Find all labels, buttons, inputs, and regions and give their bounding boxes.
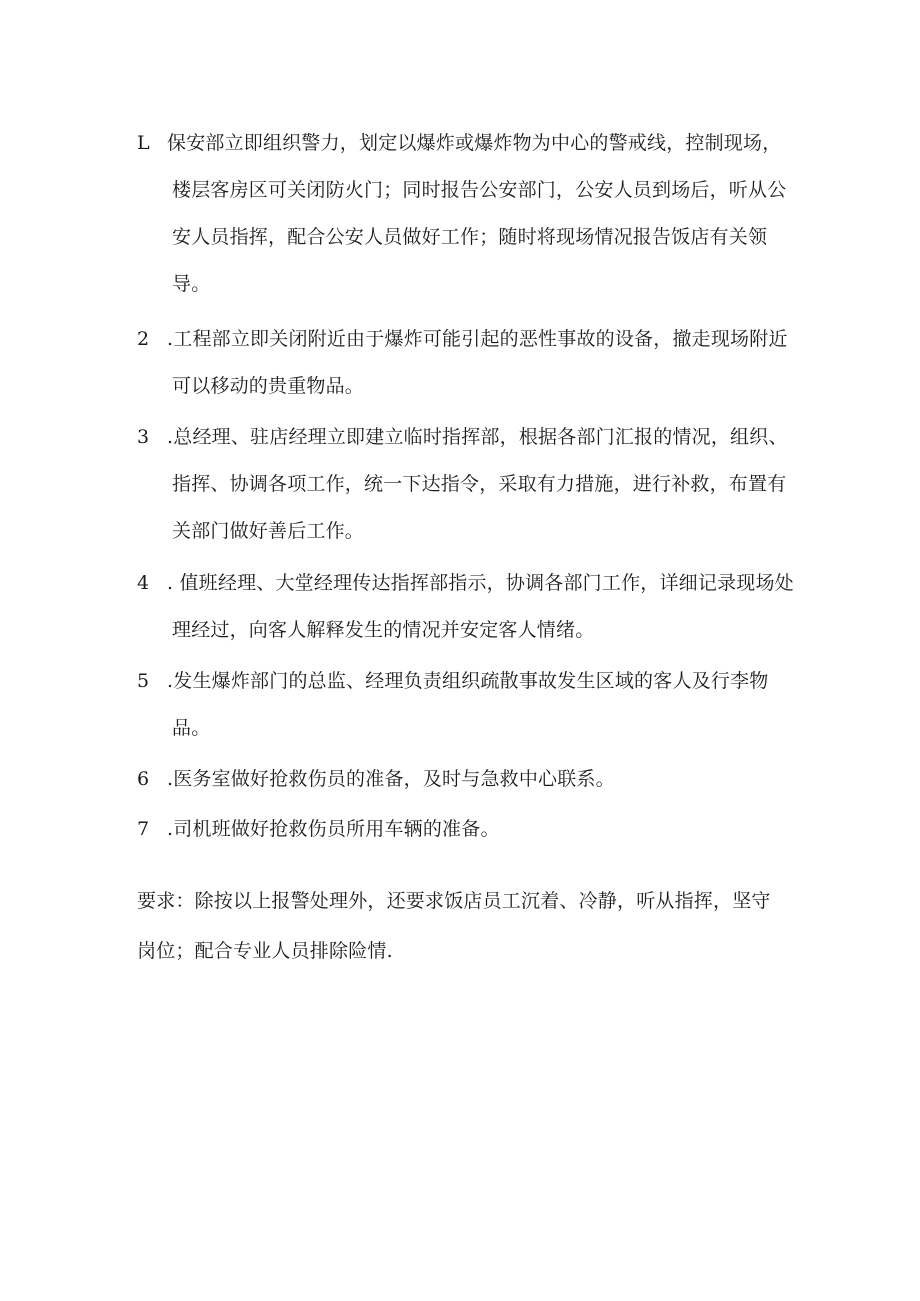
list-item-text: .发生爆炸部门的总监、经理负责组织疏散事故发生区域的客人及行李物品。 [167,670,769,739]
list-item-1 [137,120,797,308]
list-number: L [137,132,150,154]
list-item-text: . 值班经理、大堂经理传达指挥部指示，协调各部门工作，详细记录现场处理经过，向客人解释发生的情况并安定客人情绪。 [167,572,794,641]
list-item-text: .总经理、驻店经理立即建立临时指挥部，根据各部门汇报的情况，组织、指挥、协调各项工作，统一下达指令，采取有力措施，进行补救，布置有关部门做好善后工作。 [167,426,788,542]
list-item-7 [137,806,797,853]
list-number: 6 [137,768,150,790]
list-number: 5 [137,670,150,692]
list-number: 2 [137,328,150,350]
list-item-text: .医务室做好抢救伤员的准备，及时与急救中心联系。 [167,768,615,790]
list-item-text: 保安部立即组织警力，划定以爆炸或爆炸物为中心的警戒线，控制现场，楼层客房区可关闭防火门；同时报告公安部门，公安人员到场后，听从公安人员指挥，配合公安人员做好工作；随时将现场情况报告饭店有关领导。 [167,132,787,295]
list-item-text: .司机班做好抢救伤员所用车辆的准备。 [167,818,500,840]
list-number: 3 [137,426,150,448]
list-number: 4 [137,572,150,594]
list-item-5 [137,658,797,752]
list-item-4 [137,560,797,654]
list-item-3 [137,414,797,555]
list-number: 7 [137,818,150,840]
requirement-paragraph: 要求：除按以上报警处理外，还要求饭店员工沉着、冷静，听从指挥，坚守岗位；配合专业人员排除险情. [137,890,771,962]
list-item-text: .工程部立即关闭附近由于爆炸可能引起的恶性事故的设备，撤走现场附近可以移动的贵重物品。 [167,328,788,397]
list-item-6 [137,756,797,803]
list-item-2 [137,316,797,410]
